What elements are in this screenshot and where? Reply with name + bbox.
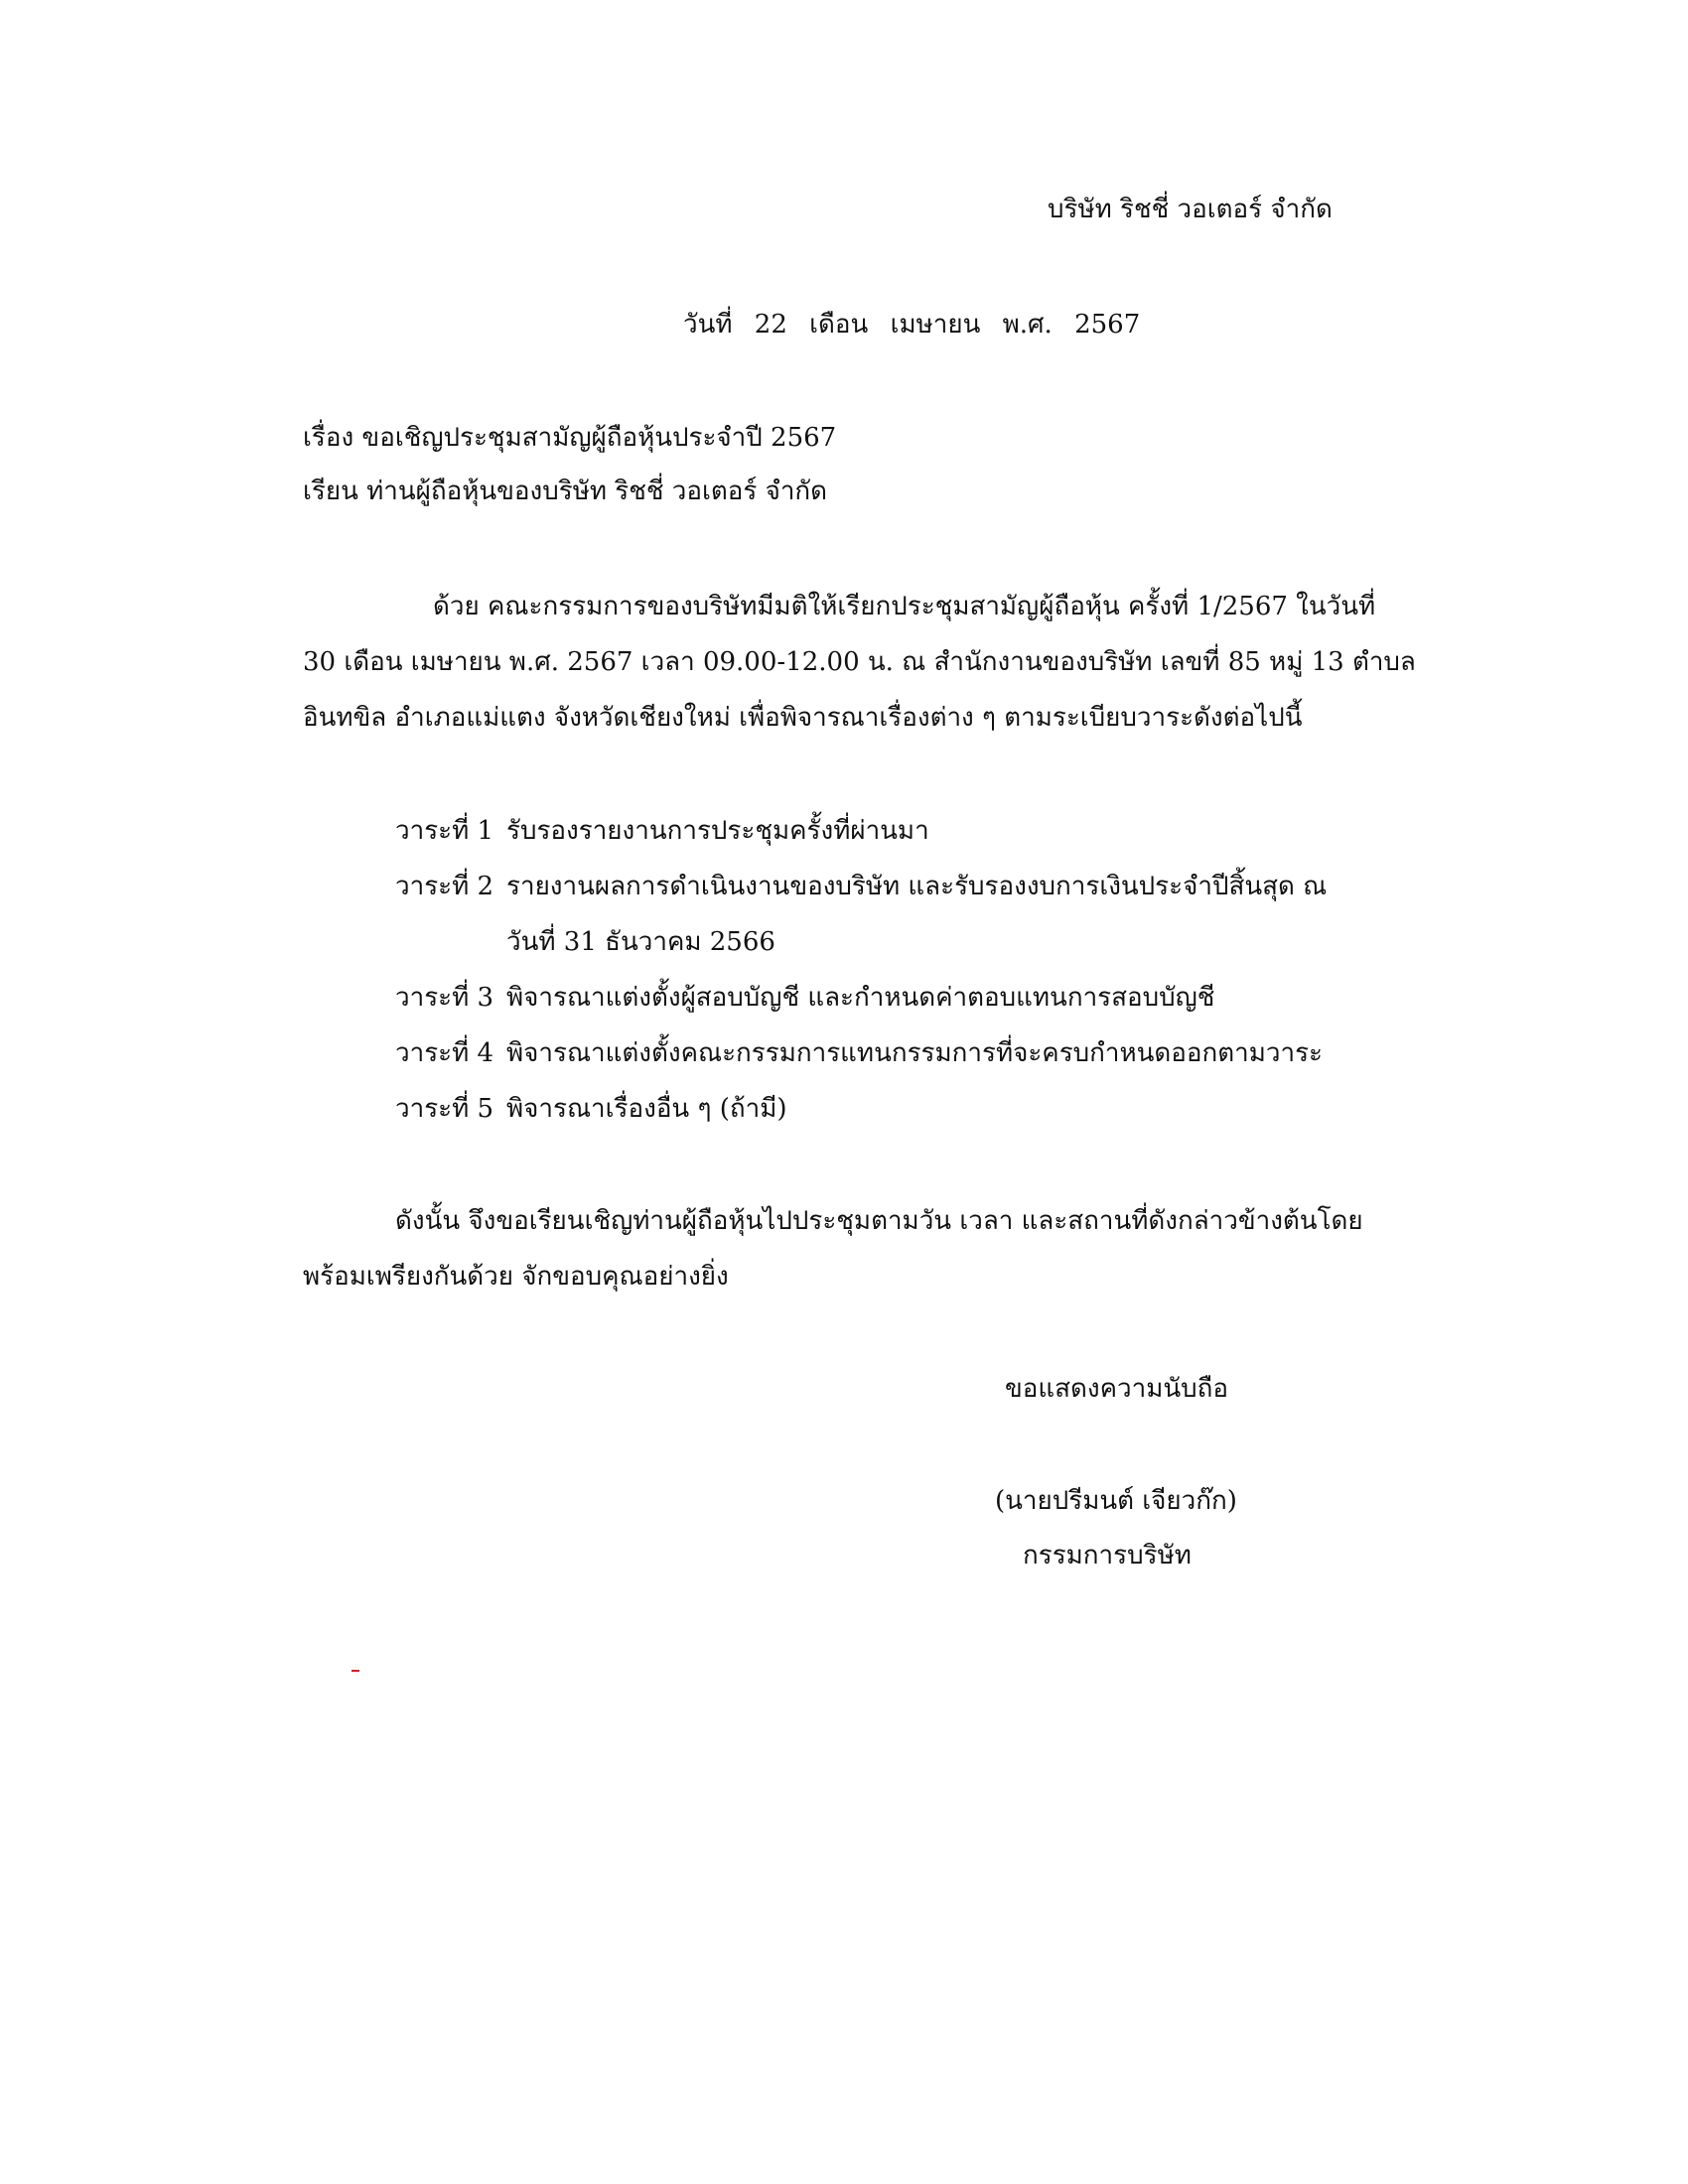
intro-line-1: ด้วย คณะกรรมการของบริษัทมีมติให้เรียกประชุมสามัญผู้ถือหุ้น ครั้งที่ 1/2567 ในวันที่ <box>433 592 1376 621</box>
date-month: เมษายน <box>890 310 981 340</box>
agenda-text-3: พิจารณาแต่งตั้งผู้สอบบัญชี และกำหนดค่าตอบแทนการสอบบัญชี <box>506 983 1215 1013</box>
intro-line-2: 30 เดือน เมษายน พ.ศ. 2567 เวลา 09.00-12.00 น. ณ สำนักงานของบริษัท เลขที่ 85 หมู่ 13 ตำบล <box>303 647 1416 677</box>
agenda-label-5: วาระที่ 5 <box>395 1094 494 1124</box>
date-year: 2567 <box>1074 310 1141 340</box>
agenda-text-5: พิจารณาเรื่องอื่น ๆ (ถ้ามี) <box>506 1094 787 1124</box>
signer-name: (นายปรีมนต์ เจียวก๊ก) <box>995 1486 1237 1516</box>
conclusion-line-2: พร้อมเพรียงกันด้วย จักขอบคุณอย่างยิ่ง <box>303 1262 729 1292</box>
company-name: บริษัท ริชชี่ วอเตอร์ จำกัด <box>1048 195 1333 224</box>
agenda-text-1: รับรองรายงานการประชุมครั้งที่ผ่านมา <box>506 816 929 846</box>
date-month-label: เดือน <box>809 310 869 340</box>
signer-position: กรรมการบริษัท <box>1023 1541 1192 1570</box>
agenda-text-2-continuation: วันที่ 31 ธันวาคม 2566 <box>506 927 775 957</box>
date-day: 22 <box>754 310 787 340</box>
agenda-text-4: พิจารณาแต่งตั้งคณะกรรมการแทนกรรมการที่จะครบกำหนดออกตามวาระ <box>506 1038 1324 1068</box>
closing-phrase: ขอแสดงความนับถือ <box>1005 1374 1228 1404</box>
red-dash-mark <box>352 1670 359 1672</box>
letter-subject: เรื่อง ขอเชิญประชุมสามัญผู้ถือหุ้นประจำปี 2567 <box>303 423 837 453</box>
agenda-text-2: รายงานผลการดำเนินงานของบริษัท และรับรองงบการเงินประจำปีสิ้นสุด ณ <box>506 872 1328 901</box>
agenda-label-1: วาระที่ 1 <box>395 816 494 846</box>
conclusion-line-1: ดังนั้น จึงขอเรียนเชิญท่านผู้ถือหุ้นไปประชุมตามวัน เวลา และสถานที่ดังกล่าวข้างต้นโดย <box>395 1206 1363 1236</box>
letter-date <box>683 310 1154 341</box>
agenda-label-4: วาระที่ 4 <box>395 1038 494 1068</box>
letter-recipient: เรียน ท่านผู้ถือหุ้นของบริษัท ริชชี่ วอเตอร์ จำกัด <box>303 477 828 506</box>
intro-line-3: อินทขิล อำเภอแม่แตง จังหวัดเชียงใหม่ เพื่อพิจารณาเรื่องต่าง ๆ ตามระเบียบวาระดังต่อไปนี้ <box>303 703 1303 733</box>
agenda-label-3: วาระที่ 3 <box>395 983 494 1013</box>
agenda-label-2: วาระที่ 2 <box>395 872 494 901</box>
date-year-label: พ.ศ. <box>1002 310 1053 340</box>
date-day-label: วันที่ <box>683 310 733 340</box>
